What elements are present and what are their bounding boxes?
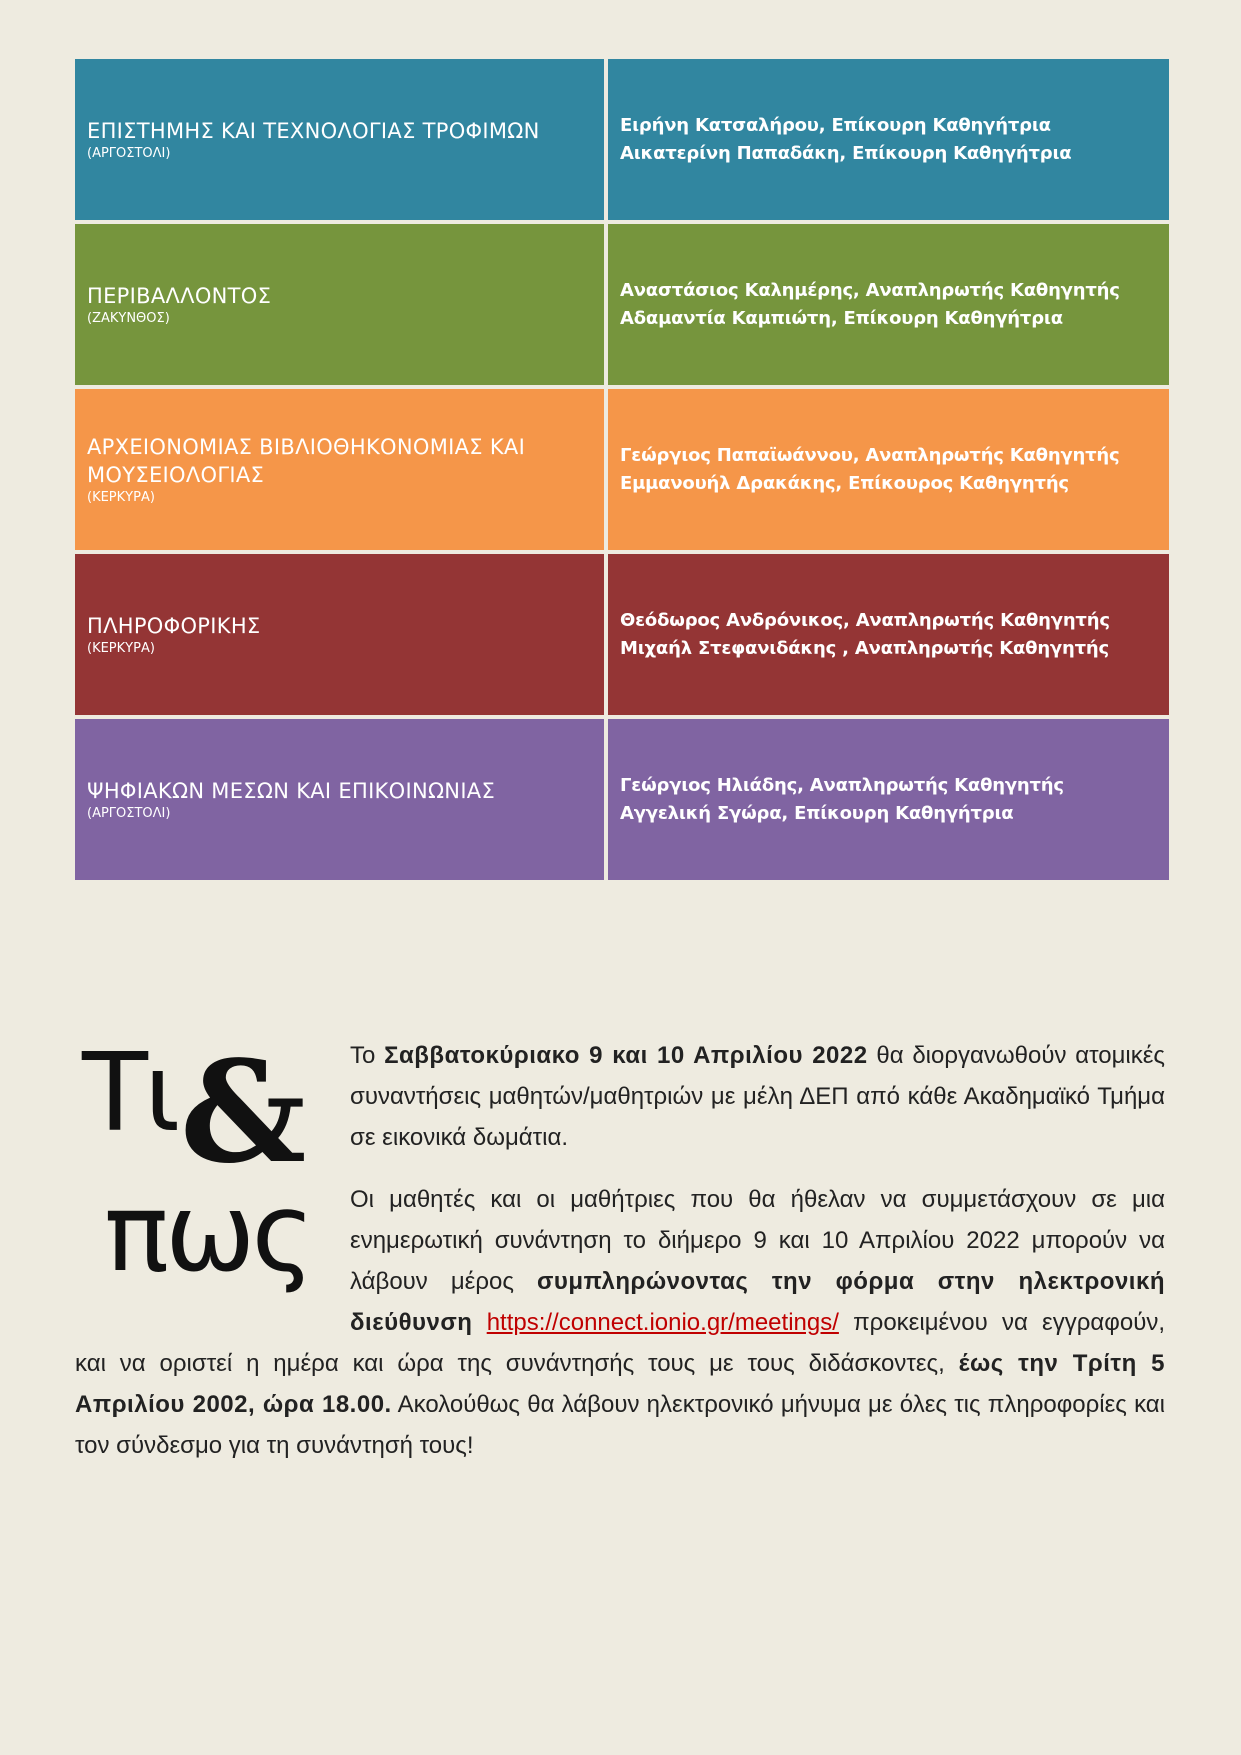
department-row [75, 389, 1169, 550]
department-name: ΑΡΧΕΙΟΝΟΜΙΑΣ ΒΙΒΛΙΟΘΗΚΟΝΟΜΙΑΣ ΚΑΙ ΜΟΥΣΕΙΟΛΟΓΙΑΣ [87, 435, 526, 487]
members-cell [608, 224, 1169, 385]
department-row [75, 59, 1169, 220]
event-dates: Σαββατοκύριακο 9 και 10 Απριλίου 2022 [384, 1042, 868, 1069]
department-city: (ΑΡΓΟΣΤΟΛΙ) [87, 146, 171, 161]
department-name: ΠΛΗΡΟΦΟΡΙΚΗΣ [87, 614, 261, 638]
deadline: έως την Τρίτη 5 Απριλίου 2002, ώρα 18.00. [75, 1350, 1165, 1418]
logo-word-pos: πως [104, 1171, 311, 1296]
logo-word-ti: Τι [82, 1031, 177, 1156]
member-name: Αγγελική Σγώρα, Επίκουρη Καθηγήτρια [620, 802, 1014, 824]
member-name: Γεώργιος Ηλιάδης, Αναπληρωτής Καθηγητής [620, 774, 1064, 796]
member-name: Αικατερίνη Παπαδάκη, Επίκουρη Καθηγήτρια [620, 142, 1072, 164]
members-cell [608, 389, 1169, 550]
department-name: ΠΕΡΙΒΑΛΛΟΝΤΟΣ [87, 284, 272, 308]
department-cell [75, 389, 604, 550]
department-city: (ΖΑΚΥΝΘΟΣ) [87, 311, 170, 326]
members-cell [608, 554, 1169, 715]
registration-link[interactable]: https://connect.ionio.gr/meetings/ [486, 1309, 839, 1336]
member-name: Ειρήνη Κατσαλήρου, Επίκουρη Καθηγήτρια [620, 114, 1051, 136]
department-row [75, 554, 1169, 715]
members-cell [608, 719, 1169, 880]
department-cell [75, 719, 604, 880]
department-name: ΕΠΙΣΤΗΜΗΣ ΚΑΙ ΤΕΧΝΟΛΟΓΙΑΣ ΤΡΟΦΙΜΩΝ [87, 119, 540, 143]
member-name: Αδαμαντία Καμπιώτη, Επίκουρη Καθηγήτρια [620, 307, 1063, 329]
info-paragraph-1: Το Σαββατοκύριακο 9 και 10 Απριλίου 2022 θα διοργανωθούν ατομικές συναντήσεις μαθητών/μαθητριών με μέλη ΔΕΠ από κάθε Ακαδημαϊκό Τμήμα σε εικονικά δωμάτια. [350, 1042, 1165, 1151]
member-name: Γεώργιος Παπαϊωάννου, Αναπληρωτής Καθηγητής [620, 444, 1120, 466]
department-city: (ΑΡΓΟΣΤΟΛΙ) [87, 806, 171, 821]
department-row [75, 224, 1169, 385]
logo-ampersand: & [180, 1031, 307, 1195]
department-name: ΨΗΦΙΑΚΩΝ ΜΕΣΩΝ ΚΑΙ ΕΠΙΚΟΙΝΩΝΙΑΣ [87, 779, 496, 803]
department-cell [75, 224, 604, 385]
member-name: Θεόδωρος Ανδρόνικος, Αναπληρωτής Καθηγητής [620, 609, 1110, 631]
department-row [75, 719, 1169, 880]
info-paragraph-2: Οι μαθητές και οι μαθήτριες που θα ήθελαν να συμμετάσχουν σε μια ενημερωτική συνάντηση το διήμερο 9 και 10 Απριλίου 2022 μπορούν να λάβουν μέρος συμπληρώνοντας την φόρμα στην ηλεκτρονική διεύθυνση https://connect.ionio.gr/meetings/ προκειμένου να εγγραφούν, και να οριστεί η ημέρα και ώρα της συνάντησής τους με τους διδάσκοντες, έως την Τρίτη 5 Απριλίου 2002, ώρα 18.00. Ακολούθως θα λάβουν ηλεκτρονικό μήνυμα με όλες τις πληροφορίες και τον σύνδεσμο για τη συνάντησή τους! [75, 1186, 1166, 1459]
member-name: Μιχαήλ Στεφανιδάκης , Αναπληρωτής Καθηγητής [620, 637, 1109, 659]
departments-table [75, 59, 1169, 884]
member-name: Αναστάσιος Καλημέρης, Αναπληρωτής Καθηγητής [620, 279, 1120, 301]
info-text [75, 1031, 1166, 1487]
members-cell [608, 59, 1169, 220]
department-cell [75, 59, 604, 220]
member-name: Εμμανουήλ Δρακάκης, Επίκουρος Καθηγητής [620, 472, 1069, 494]
department-cell [75, 554, 604, 715]
department-city: (ΚΕΡΚΥΡΑ) [87, 641, 155, 656]
department-city: (ΚΕΡΚΥΡΑ) [87, 490, 155, 505]
